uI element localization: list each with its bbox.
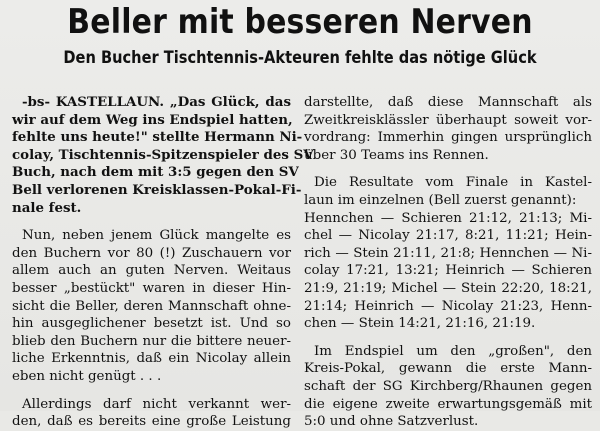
text-line: vordrang: Immerhin gingen ursprünglich [304, 130, 592, 146]
article-column-right [304, 94, 592, 431]
text-line: liche Erkenntnis, daß ein Nicolay allein [12, 351, 291, 367]
text-line: laun im einzelnen (Bell zuerst genannt): [304, 192, 577, 208]
text-line: Zweitkreisklässler überhaupt soweit vor- [304, 112, 592, 128]
text-line: Kreis-Pokal, gewann die erste Mann- [304, 361, 592, 377]
text-line: nale fest. [12, 199, 82, 216]
text-line: 21:14; Heinrich — Nicolay 21:23, Henn- [304, 298, 592, 314]
text-line: schaft der SG Kirchberg/Rhaunen gegen [304, 378, 592, 394]
text-line: Hennchen — Schieren 21:12, 21:13; Mi- [304, 210, 592, 226]
text-line: rich — Stein 21:11, 21:8; Hennchen — Ni- [304, 245, 592, 261]
text-line: wir auf dem Weg ins Endspiel hatten, [12, 111, 293, 128]
text-line: Allerdings darf nicht verkannt wer- [22, 396, 291, 412]
paragraph-gap [304, 333, 592, 343]
text-line: Die Resultate vom Finale in Kastel- [314, 175, 592, 191]
text-line: den, daß es bereits eine große Leistung [12, 414, 291, 430]
text-line: Nun, neben jenem Glück mangelte es [22, 228, 291, 244]
text-line: über 30 Teams ins Rennen. [304, 147, 489, 163]
article-subheadline: Den Bucher Tischtennis-Akteuren fehlte das nötige Glück [63, 48, 537, 68]
text-line: 21:9, 21:19; Michel — Stein 22:20, 18:21, [304, 280, 592, 296]
text-line: colay, Tischtennis-Spitzenspieler des SV [12, 146, 314, 163]
text-line: besser „bestückt" waren in dieser Hin- [12, 280, 291, 296]
text-line: blieb den Buchern nur die bittere neuer- [12, 333, 291, 349]
text-line: 5:0 und ohne Satzverlust. [304, 414, 479, 430]
text-line: allem auch an guten Nerven. Weitaus [12, 263, 291, 279]
paragraph-gap [12, 386, 291, 396]
text-line: Bell verlorenen Kreisklassen-Pokal-Fi- [12, 181, 302, 198]
article-column-left [12, 94, 314, 431]
text-line: colay 17:21, 13:21; Heinrich — Schieren [304, 263, 592, 279]
article-headline: Beller mit besseren Nerven [67, 2, 533, 42]
text-line: Buch, nach dem mit 3:5 gegen den SV [12, 164, 299, 181]
paragraph-gap [304, 164, 592, 174]
text-line: Im Endspiel um den „großen", den [314, 343, 592, 359]
text-line: die eigene zweite erwartungsgemäß mit [304, 396, 592, 412]
paragraph-gap [12, 217, 291, 227]
text-line: den Buchern vor 80 (!) Zuschauern vor [12, 245, 291, 261]
text-line: chen — Stein 14:21, 21:16, 21:19. [304, 316, 536, 332]
text-line: fehlte uns heute!" stellte Hermann Ni- [12, 129, 303, 146]
text-line: hin ausgeglichener besetzt ist. Und so [12, 316, 291, 332]
text-line: chel — Nicolay 21:17, 8:21, 11:21; Hein- [304, 228, 592, 244]
text-line: -bs- KASTELLAUN. „Das Glück, das [22, 94, 291, 110]
text-line: eben nicht genügt . . . [12, 368, 162, 384]
text-line: sicht die Beller, deren Mannschaft ohne- [12, 298, 291, 314]
text-line: darstellte, daß diese Mannschaft als [304, 95, 592, 110]
